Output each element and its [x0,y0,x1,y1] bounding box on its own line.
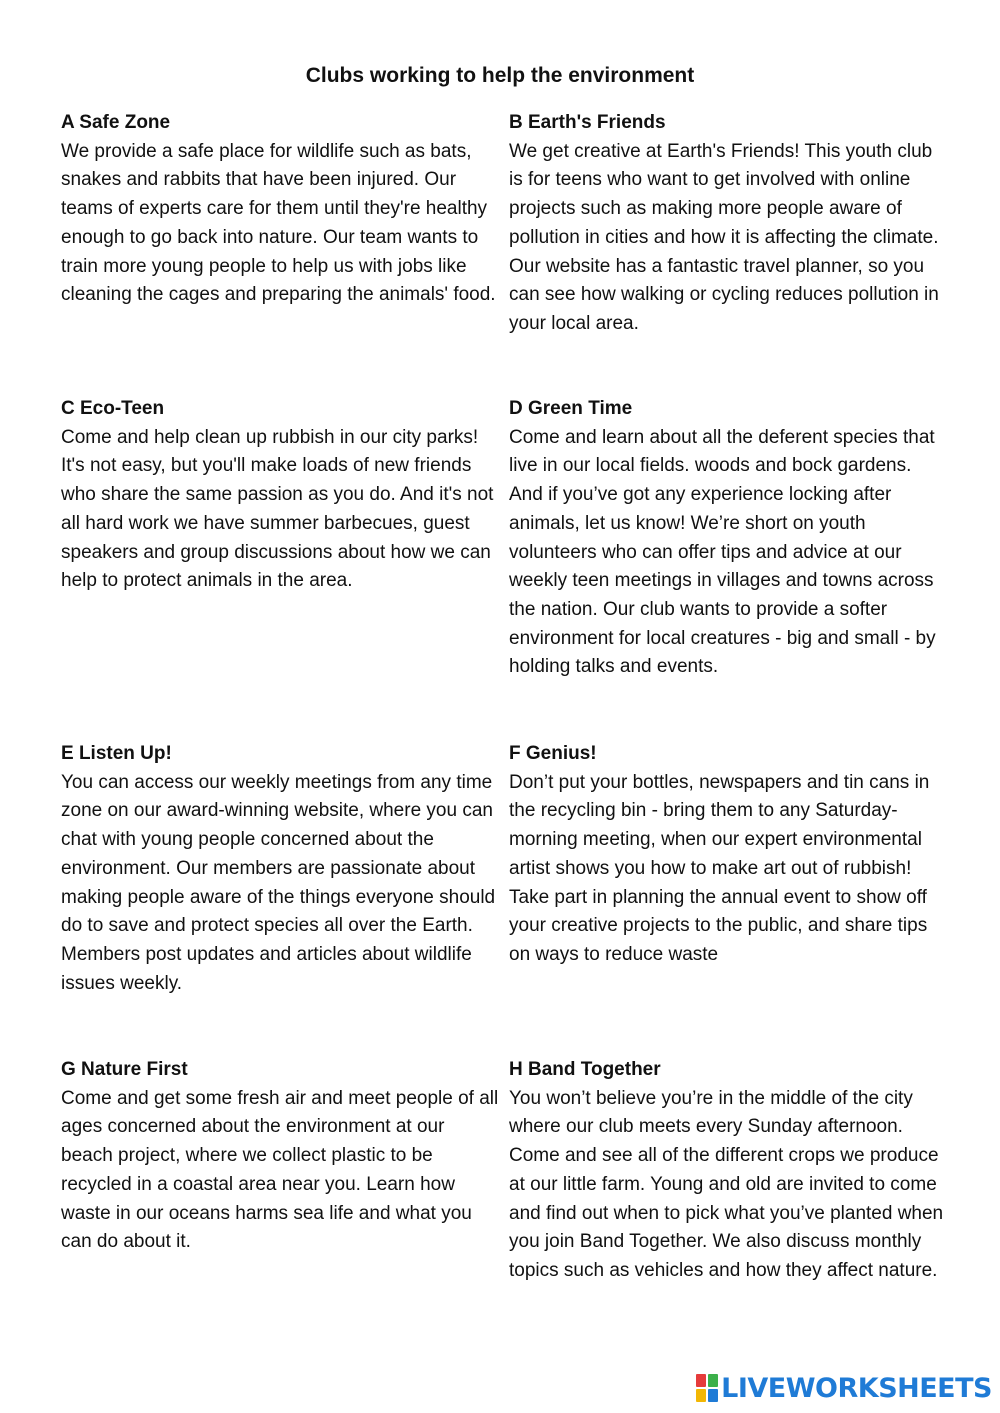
logo-text: LIVEWORKSHEETS [721,1372,992,1404]
club-heading: B Earth's Friends [509,112,666,133]
club-heading: E Listen Up! [61,743,172,764]
club-description: You won’t believe you’re in the middle of the city where our club meets every Sunday afternoon. Come and see all of the different crops we produce at our little farm. Young and old are invited to come and find out when to pick what you’ve planted when you join Band Together. We also discuss monthly topics such as vehicles and how they affect nature. [509,1087,944,1281]
club-description: You can access our weekly meetings from any time zone on our award-winning website, where you can chat with young people concerned about the environment. Our members are passionate about making people aware of the things everyone should do to save and protect species all over the Earth. Members post updates and articles about wildlife issues weekly. [61,771,496,994]
club-description: Come and help clean up rubbish in our city parks! It's not easy, but you'll make loads of new friends who share the same passion as you do. And it's not all hard work we have summer barbecues, guest speakers and group discussions about how we can help to protect animals in the area. [61,426,494,592]
club-heading: C Eco-Teen [61,398,165,419]
logo-square-red [696,1374,706,1387]
club-g-nature-first [61,1056,501,1257]
club-heading: D Green Time [509,398,633,419]
club-description: Don’t put your bottles, newspapers and tin cans in the recycling bin - bring them to any Saturday-morning meeting, when our expert environmental artist shows you how to make art out of rubbish! Take part in planning the annual event to show off your creative projects to the public, and share tips on ways to reduce waste [509,771,930,965]
club-description: We provide a safe place for wildlife such as bats, snakes and rabbits that have been injured. Our teams of experts care for them until they're healthy enough to go back into nature. Our team wants to train more young people to help us with jobs like cleaning the cages and preparing the animals' food. [61,140,496,306]
club-heading: G Nature First [61,1059,188,1080]
club-heading: F Genius! [509,743,597,764]
club-description: Come and learn about all the deferent species that live in our local fields. woods and bock gardens. And if you’ve got any experience locking after animals, let us know! We’re short on youth volunteers who can offer tips and advice at our weekly teen meetings in villages and towns across the nation. Our club wants to provide a softer environment for local creatures - big and small - by holding talks and events. [509,426,936,678]
logo-square-blue [708,1389,718,1402]
liveworksheets-logo[interactable] [696,1371,992,1405]
club-description: We get creative at Earth's Friends! This youth club is for teens who want to get involved with online projects such as making more people aware of pollution in cities and how it is affecting the climate. Our website has a fantastic travel planner, so you can see how walking or cycling reduces pollution in your local area. [509,140,939,334]
club-d-green-time [509,395,949,682]
club-heading: A Safe Zone [61,112,171,133]
club-a-safe-zone [61,109,501,310]
club-f-genius [509,740,949,970]
logo-square-yellow [696,1389,706,1402]
liveworksheets-logo-icon [696,1374,718,1402]
club-description: Come and get some fresh air and meet people of all ages concerned about the environment at our beach project, where we collect plastic to be recycled in a coastal area near you. Learn how waste in our oceans harms sea life and what you can do about it. [61,1087,499,1253]
club-b-earths-friends [509,109,949,339]
page-title: Clubs working to help the environment [305,64,695,87]
club-heading: H Band Together [509,1059,661,1080]
club-h-band-together [509,1056,949,1286]
logo-square-green [708,1374,718,1387]
club-c-eco-teen [61,395,501,596]
club-e-listen-up [61,740,501,998]
